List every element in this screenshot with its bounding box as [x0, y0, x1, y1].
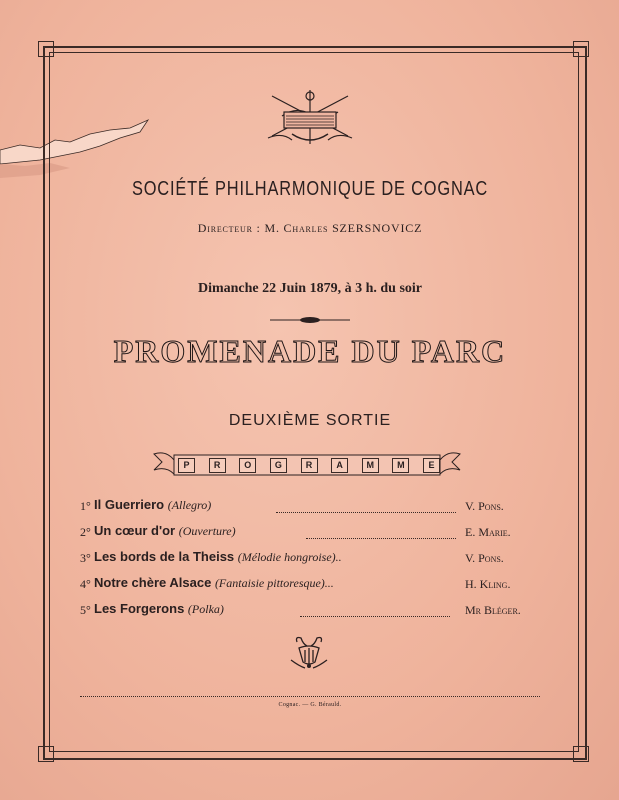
programme-letters	[178, 456, 440, 474]
item-title-group	[94, 601, 224, 617]
item-composer: H. Kling.	[465, 577, 511, 591]
item-composer: V. Pons.	[465, 551, 504, 565]
banner-letter: M	[392, 458, 409, 473]
music-ornament-icon	[262, 88, 358, 148]
item-subtitle: (Polka)	[187, 602, 224, 616]
item-title: Notre chère Alsace	[94, 575, 212, 590]
page-title: PROMENADE DU PARC	[113, 333, 507, 369]
banner-letter: P	[178, 458, 195, 473]
printer-credit: Cognac. — G. Bérauld.	[278, 702, 342, 708]
item-number: 3°	[80, 551, 91, 565]
item-composer: Mr Bléger.	[465, 603, 521, 617]
banner-letter: R	[301, 458, 318, 473]
item-title-group	[94, 497, 211, 513]
corner-ornament	[38, 746, 54, 762]
programme-item	[80, 521, 540, 547]
item-composer: E. Marie.	[465, 525, 511, 539]
item-title: Un cœur d'or	[94, 523, 176, 538]
item-title-group	[94, 575, 334, 591]
item-title: Il Guerriero	[94, 497, 165, 512]
footer-rule	[80, 696, 540, 697]
item-number: 1°	[80, 499, 91, 513]
programme-item	[80, 599, 540, 625]
director-line: Directeur : M. Charles SZERSNOVICZ	[197, 221, 423, 235]
programme-item	[80, 573, 540, 599]
item-number: 5°	[80, 603, 91, 617]
corner-ornament	[573, 746, 589, 762]
programme-item	[80, 495, 540, 521]
banner-letter: O	[239, 458, 256, 473]
banner-letter: G	[270, 458, 287, 473]
society-name: SOCIÉTÉ PHILHARMONIQUE DE COGNAC	[131, 178, 489, 200]
item-composer: V. Pons.	[465, 499, 504, 513]
leader-dots	[276, 500, 456, 513]
item-subtitle: (Allegro)	[167, 498, 212, 512]
banner-letter: A	[331, 458, 348, 473]
banner-letter: M	[362, 458, 379, 473]
lyre-emblem-icon	[289, 636, 329, 672]
item-subtitle: (Mélodie hongroise)..	[237, 550, 342, 564]
page-subtitle: DEUXIÈME SORTIE	[228, 412, 392, 429]
item-title: Les Forgerons	[94, 601, 185, 616]
corner-ornament	[573, 41, 589, 57]
item-title: Les bords de la Theiss	[94, 549, 235, 564]
leader-dots	[306, 526, 456, 539]
programme-list	[80, 495, 540, 625]
corner-ornament	[38, 41, 54, 57]
item-title-group	[94, 523, 236, 539]
item-title-group	[94, 549, 342, 565]
banner-letter: E	[423, 458, 440, 473]
leader-dots	[300, 604, 450, 617]
banner-letter: R	[209, 458, 226, 473]
divider-ornament	[270, 316, 350, 324]
programme-item	[80, 547, 540, 573]
event-date: Dimanche 22 Juin 1879, à 3 h. du soir	[197, 281, 423, 296]
item-number: 2°	[80, 525, 91, 539]
item-number: 4°	[80, 577, 91, 591]
item-subtitle: (Ouverture)	[178, 524, 236, 538]
item-subtitle: (Fantaisie pittoresque)...	[214, 576, 334, 590]
